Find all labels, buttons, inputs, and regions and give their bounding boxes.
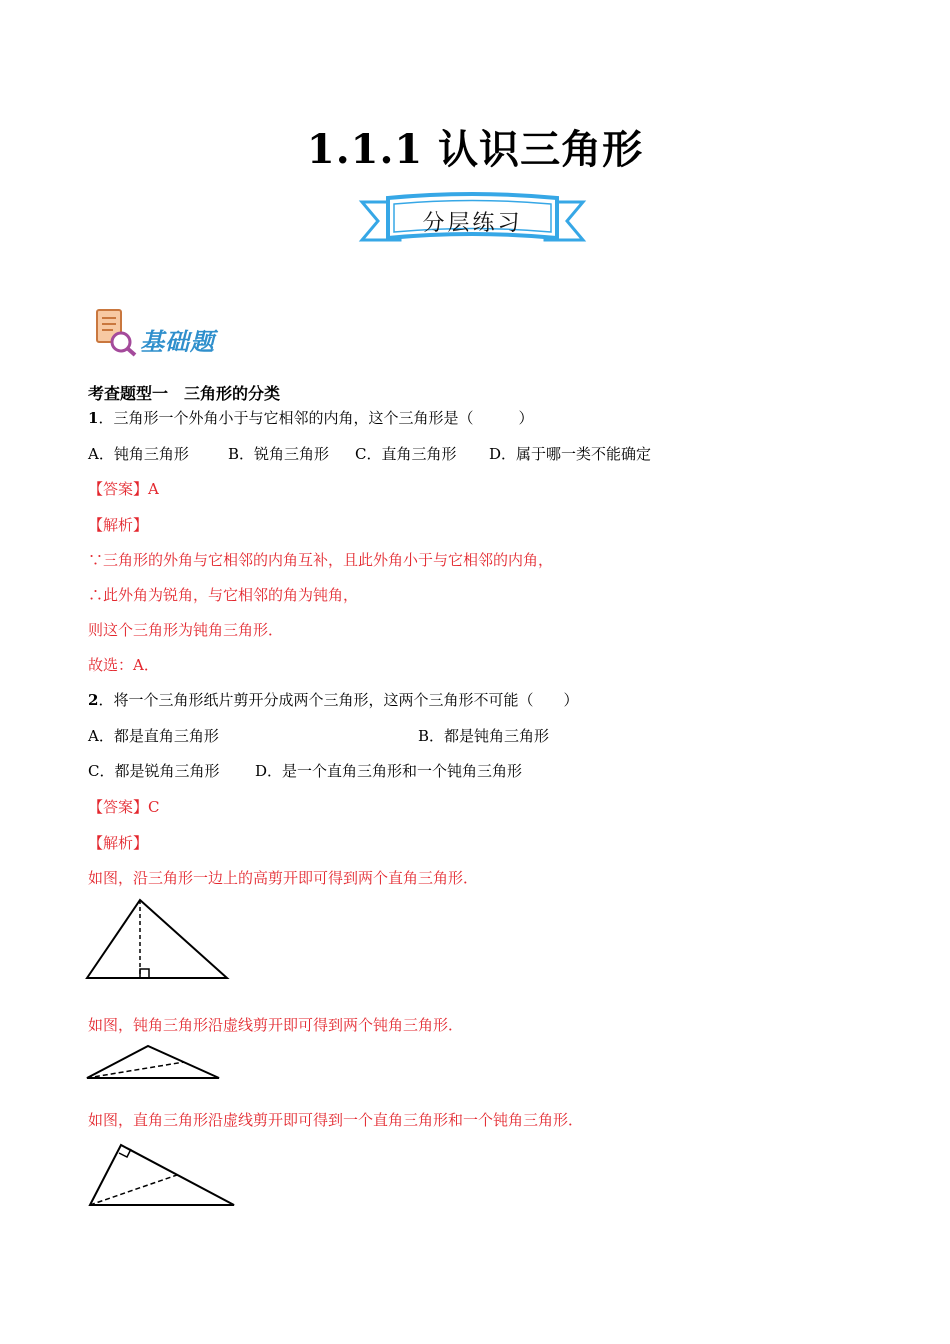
- topic-heading: 考查题型一 三角形的分类: [88, 384, 281, 403]
- q1-option-b: B．锐角三角形: [228, 445, 330, 463]
- figure-altitude-triangle: [86, 897, 231, 983]
- magnifier-document-icon: [93, 308, 139, 356]
- q1-analysis-label: 【解析】: [88, 516, 149, 534]
- question-2: [88, 690, 578, 710]
- q2-option-b: B．都是钝角三角形: [418, 727, 550, 745]
- q2-option-a: A．都是直角三角形: [88, 727, 219, 745]
- q1-option-d: D．属于哪一类不能确定: [489, 445, 652, 463]
- question-2-number: 2: [88, 691, 99, 709]
- question-1: [88, 408, 533, 428]
- q1-answer: 【答案】A: [88, 480, 159, 498]
- question-2-options-row1: [88, 726, 549, 746]
- q1-analysis-line: 故选：A．: [88, 656, 159, 674]
- q1-option-a: A．钝角三角形: [88, 445, 189, 463]
- question-1-stem: ．三角形一个外角小于与它相邻的内角，这个三角形是（ ）: [98, 409, 534, 427]
- figure-obtuse-triangle: [86, 1044, 222, 1082]
- q1-analysis-line: 则这个三角形为钝角三角形．: [88, 621, 284, 639]
- q1-analysis-line: ∵三角形的外角与它相邻的内角互补，且此外角小于与它相邻的内角，: [88, 551, 554, 569]
- section-label: 基础题: [140, 328, 215, 356]
- q2-analysis-line: 如图，钝角三角形沿虚线剪开即可得到两个钝角三角形．: [88, 1016, 464, 1034]
- question-2-options-row2: [88, 761, 522, 781]
- question-1-options: [88, 444, 651, 464]
- page-title: 1.1.1 认识三角形: [306, 126, 644, 173]
- question-2-stem: ．将一个三角形纸片剪开分成两个三角形，这两个三角形不可能（ ）: [98, 691, 579, 709]
- q2-analysis-line: 如图，沿三角形一边上的高剪开即可得到两个直角三角形．: [88, 869, 479, 887]
- banner-label: 分层练习: [422, 211, 523, 236]
- figure-right-triangle: [88, 1140, 238, 1210]
- q1-analysis-line: ∴此外角为锐角，与它相邻的角为钝角，: [88, 586, 359, 604]
- question-1-number: 1: [88, 409, 99, 427]
- banner-ribbon: [360, 192, 585, 250]
- q2-analysis-line: 如图，直角三角形沿虚线剪开即可得到一个直角三角形和一个钝角三角形．: [88, 1111, 584, 1129]
- q2-analysis-label: 【解析】: [88, 834, 149, 852]
- q2-option-d: D．是一个直角三角形和一个钝角三角形: [255, 762, 523, 780]
- q1-option-c: C．直角三角形: [355, 445, 457, 463]
- q2-option-c: C．都是锐角三角形: [88, 762, 220, 780]
- q2-answer: 【答案】C: [88, 798, 160, 816]
